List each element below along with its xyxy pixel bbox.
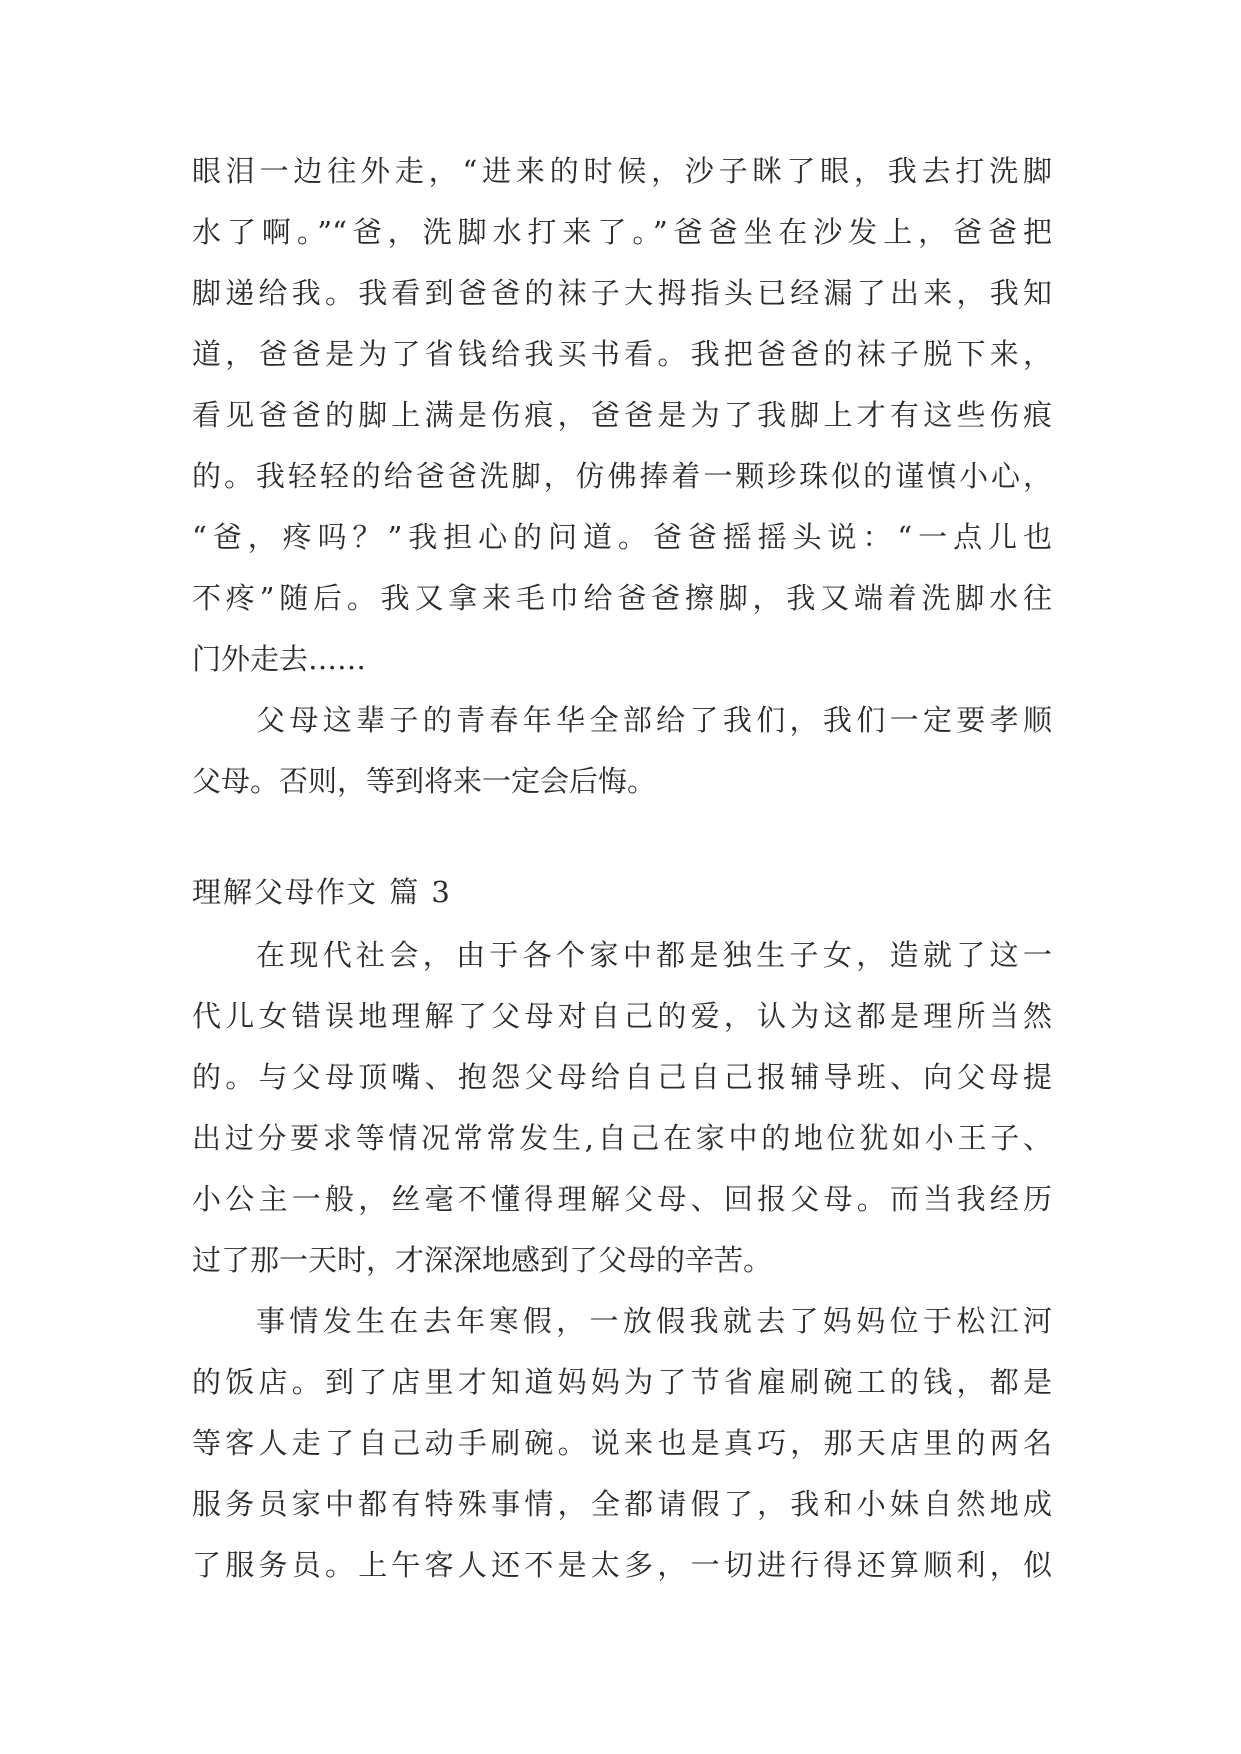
- text-line: 看见爸爸的脚上满是伤痕，爸爸是为了我脚上才有这些伤痕: [192, 398, 1052, 432]
- text-line: 不疼”随后。我又拿来毛巾给爸爸擦脚，我又端着洗脚水往: [192, 581, 1052, 615]
- text-line: 的。与父母顶嘴、抱怨父母给自己自己报辅导班、向父母提: [192, 1060, 1052, 1094]
- text-line: 的。我轻轻的给爸爸洗脚，仿佛捧着一颗珍珠似的谨慎小心，: [192, 459, 1052, 493]
- text-line: 了服务员。上午客人还不是太多，一切进行得还算顺利，似: [192, 1548, 1052, 1582]
- text-line: 小公主一般，丝毫不懂得理解父母、回报父母。而当我经历: [192, 1182, 1052, 1216]
- text-line: 道，爸爸是为了省钱给我买书看。我把爸爸的袜子脱下来，: [192, 337, 1052, 371]
- text-line: 等客人走了自己动手刷碗。说来也是真巧，那天店里的两名: [192, 1426, 1052, 1460]
- text-line: 眼泪一边往外走，“进来的时候，沙子眯了眼，我去打洗脚: [192, 154, 1052, 188]
- text-line: 过了那一天时，才深深地感到了父母的辛苦。: [192, 1243, 773, 1277]
- text-line: 的饭店。到了店里才知道妈妈为了节省雇刷碗工的钱，都是: [192, 1365, 1052, 1399]
- section-heading: 理解父母作文 篇 3: [192, 875, 452, 909]
- text-line: 父母这辈子的青春年华全部给了我们，我们一定要孝顺: [256, 703, 1052, 737]
- text-line: 服务员家中都有特殊事情，全都请假了，我和小妹自然地成: [192, 1487, 1052, 1521]
- text-line: 在现代社会，由于各个家中都是独生子女，造就了这一: [256, 938, 1052, 972]
- text-line: 事情发生在去年寒假，一放假我就去了妈妈位于松江河: [256, 1304, 1052, 1338]
- text-line: 代儿女错误地理解了父母对自己的爱，认为这都是理所当然: [192, 999, 1052, 1033]
- text-line: 出过分要求等情况常常发生,自己在家中的地位犹如小王子、: [192, 1121, 1052, 1155]
- text-line: 水了啊。”“爸，洗脚水打来了。”爸爸坐在沙发上，爸爸把: [192, 215, 1052, 249]
- text-line: “爸，疼吗？”我担心的问道。爸爸摇摇头说：“一点儿也: [192, 520, 1052, 554]
- text-line: 父母。否则，等到将来一定会后悔。: [192, 764, 657, 798]
- text-line: 脚递给我。我看到爸爸的袜子大拇指头已经漏了出来，我知: [192, 276, 1052, 310]
- text-line: 门外走去……: [192, 642, 367, 676]
